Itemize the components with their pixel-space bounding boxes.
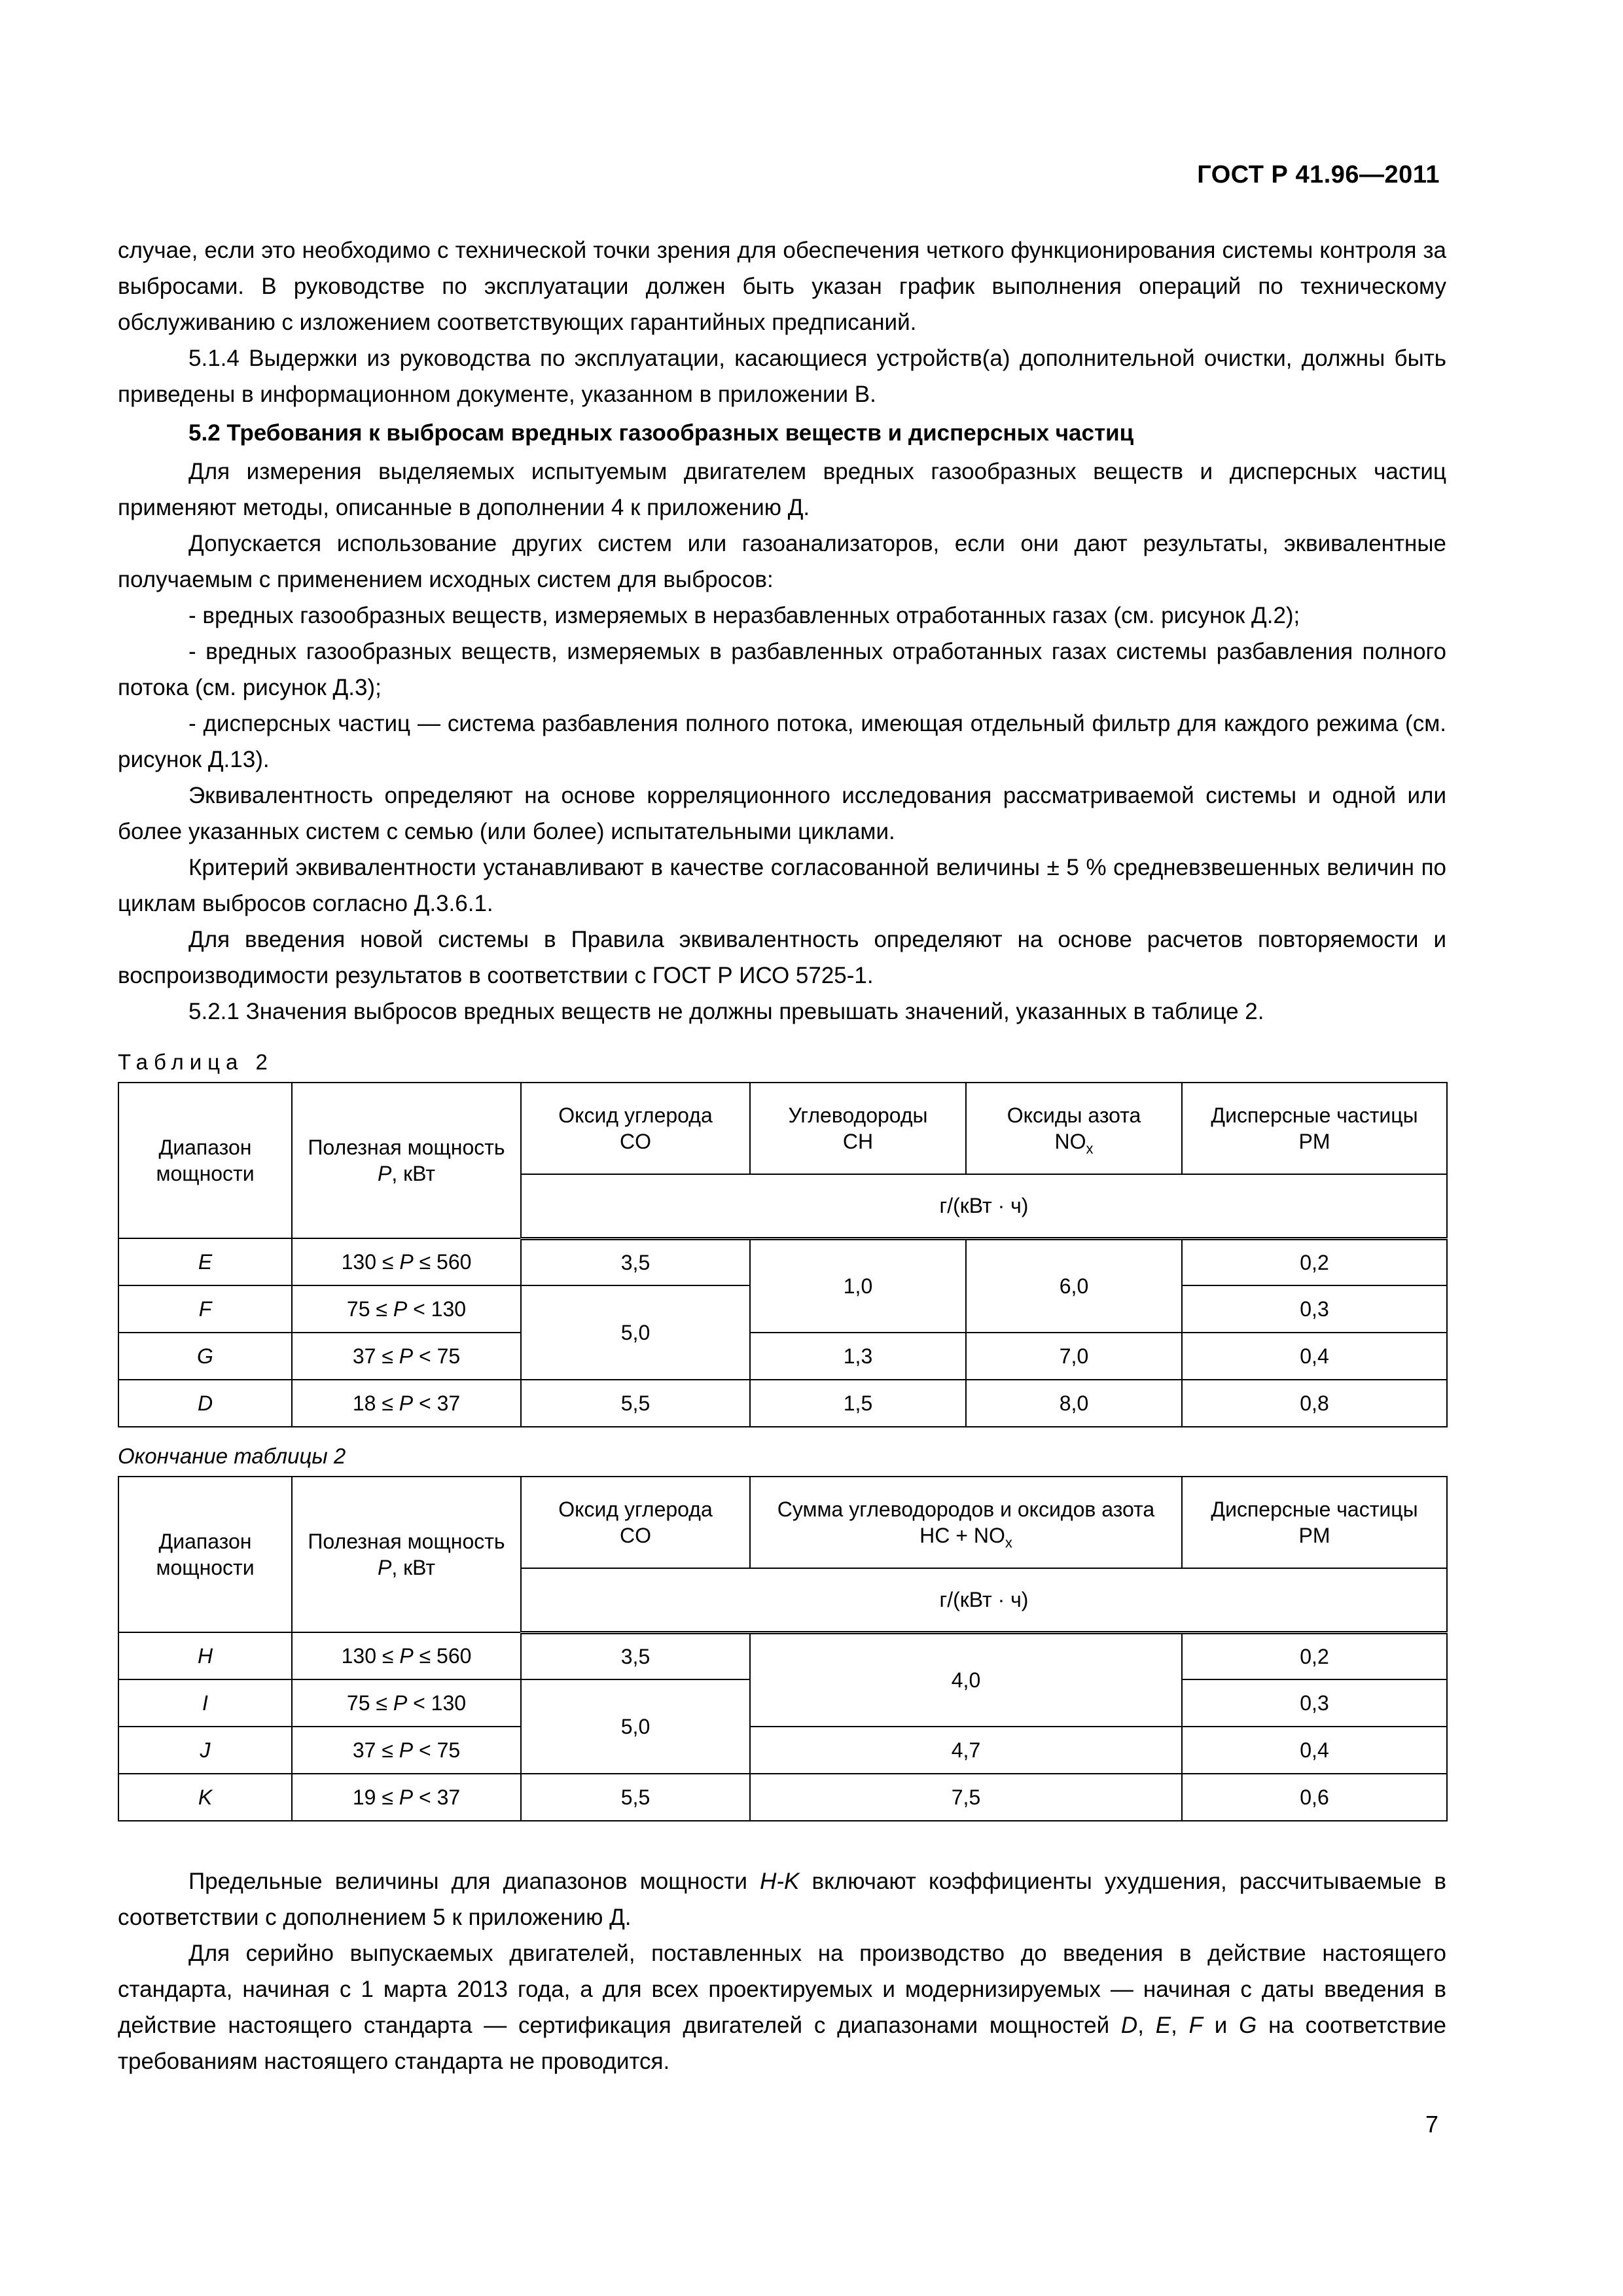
paragraph: случае, если это необходимо с технической точки зрения для обеспечения четкого функционирования системы контроля за выбросами. В руководстве по эксплуатации должен быть указан график выполнения операций по техническому обслуживанию с изложением соответствующих гарантийных предписаний. <box>118 238 1446 335</box>
page-content <box>118 232 1446 2079</box>
paragraph: Критерий эквивалентности устанавливают в качестве согласованной величины ± 5 % средневзвешенных величин по циклам выбросов согласно Д.3.6.1. <box>118 855 1446 916</box>
table-row: H 130 ≤ P ≤ 560 3,5 4,0 0,2 <box>118 1632 1447 1679</box>
table-row: K 19 ≤ P < 37 5,5 7,5 0,6 <box>118 1774 1447 1821</box>
section-heading-5-2: 5.2 Требования к выбросам вредных газообразных веществ и дисперсных частиц <box>188 420 1134 446</box>
list-item: - вредных газообразных веществ, измеряемых в разбавленных отработанных газах системы разбавления полного потока (см. рисунок Д.3); <box>118 639 1446 700</box>
header-unit: г/(кВт · ч) <box>521 1568 1447 1632</box>
page-number: 7 <box>1425 2111 1438 2138</box>
header-hc-nox: Сумма углеводородов и оксидов азота HC + $NO_x$ <box>750 1477 1182 1568</box>
header-net-power: Полезная мощность P, кВт <box>292 1477 521 1632</box>
header-pm: Дисперсные частицы PM <box>1182 1477 1447 1568</box>
table-row: E 130 ≤ P ≤ 560 3,5 1,0 6,0 0,2 <box>118 1238 1447 1285</box>
table-caption: Таблица 2 <box>118 1050 274 1074</box>
list-item: - дисперсных частиц — система разбавления полного потока, имеющая отдельный фильтр для каждого режима (см. рисунок Д.13). <box>118 711 1446 772</box>
header-nox: Оксиды азота $NO_x$ <box>966 1083 1182 1174</box>
paragraph: Эквивалентность определяют на основе корреляционного исследования рассматриваемой системы и одной или более указанных систем с семью (или более) испытательными циклами. <box>118 783 1446 844</box>
list-item: - вредных газообразных веществ, измеряемых в неразбавленных отработанных газах (см. рисунок Д.2); <box>188 603 1300 628</box>
table-row: J 37 ≤ P < 75 4,7 0,4 <box>118 1727 1447 1774</box>
paragraph-5-1-4: 5.1.4 Выдержки из руководства по эксплуатации, касающиеся устройств(а) дополнительной очистки, должны быть приведены в информационном документе, указанном в приложении В. <box>118 346 1446 407</box>
header-power-range: Диапазон мощности <box>118 1477 292 1632</box>
paragraph: Для серийно выпускаемых двигателей, поставленных на производство до введения в действие настоящего стандарта, начиная с 1 марта 2013 года, а для всех проектируемых и модернизируемых — начиная с даты введения в действие настоящего стандарта — сертификация двигателей с диапазонами мощностей D, E, F и G на соответствие требованиям настоящего стандарта не проводится. <box>118 1941 1447 2074</box>
paragraph: Предельные величины для диапазонов мощности H-K включают коэффициенты ухудшения, рассчитываемые в соответствии с дополнением 5 к приложению Д. <box>118 1869 1446 1930</box>
header-co: Оксид углерода CO <box>521 1477 750 1568</box>
paragraph: Для измерения выделяемых испытуемым двигателем вредных газообразных веществ и дисперсных частиц применяют методы, описанные в дополнении 4 к приложению Д. <box>118 459 1446 520</box>
emissions-table-1 <box>118 1082 1448 1427</box>
table-continuation-caption: Окончание таблицы 2 <box>118 1444 346 1468</box>
header-ch: Углеводороды CH <box>750 1083 966 1174</box>
table-row: F 75 ≤ P < 130 5,0 0,3 <box>118 1285 1447 1333</box>
table-row: I 75 ≤ P < 130 5,0 0,3 <box>118 1679 1447 1727</box>
emissions-table-2 <box>118 1476 1448 1821</box>
table-row: D 18 ≤ P < 37 5,5 1,5 8,0 0,8 <box>118 1380 1447 1427</box>
header-power-range: Диапазон мощности <box>118 1083 292 1238</box>
header-pm: Дисперсные частицы PM <box>1182 1083 1447 1174</box>
header-net-power: Полезная мощность P, кВт <box>292 1083 521 1238</box>
paragraph: Для введения новой системы в Правила эквивалентность определяют на основе расчетов повторяемости и воспроизводимости результатов в соответствии с ГОСТ Р ИСО 5725-1. <box>118 927 1446 988</box>
table-row: G 37 ≤ P < 75 1,3 7,0 0,4 <box>118 1333 1447 1380</box>
paragraph: Допускается использование других систем или газоанализаторов, если они дают результаты, эквивалентные получаемым с применением исходных систем для выбросов: <box>118 531 1446 592</box>
paragraph-5-2-1: 5.2.1 Значения выбросов вредных веществ не должны превышать значений, указанных в таблице 2. <box>188 999 1264 1024</box>
header-co: Оксид углерода CO <box>521 1083 750 1174</box>
document-code: ГОСТ Р 41.96—2011 <box>1197 161 1440 188</box>
header-unit: г/(кВт · ч) <box>521 1174 1447 1238</box>
